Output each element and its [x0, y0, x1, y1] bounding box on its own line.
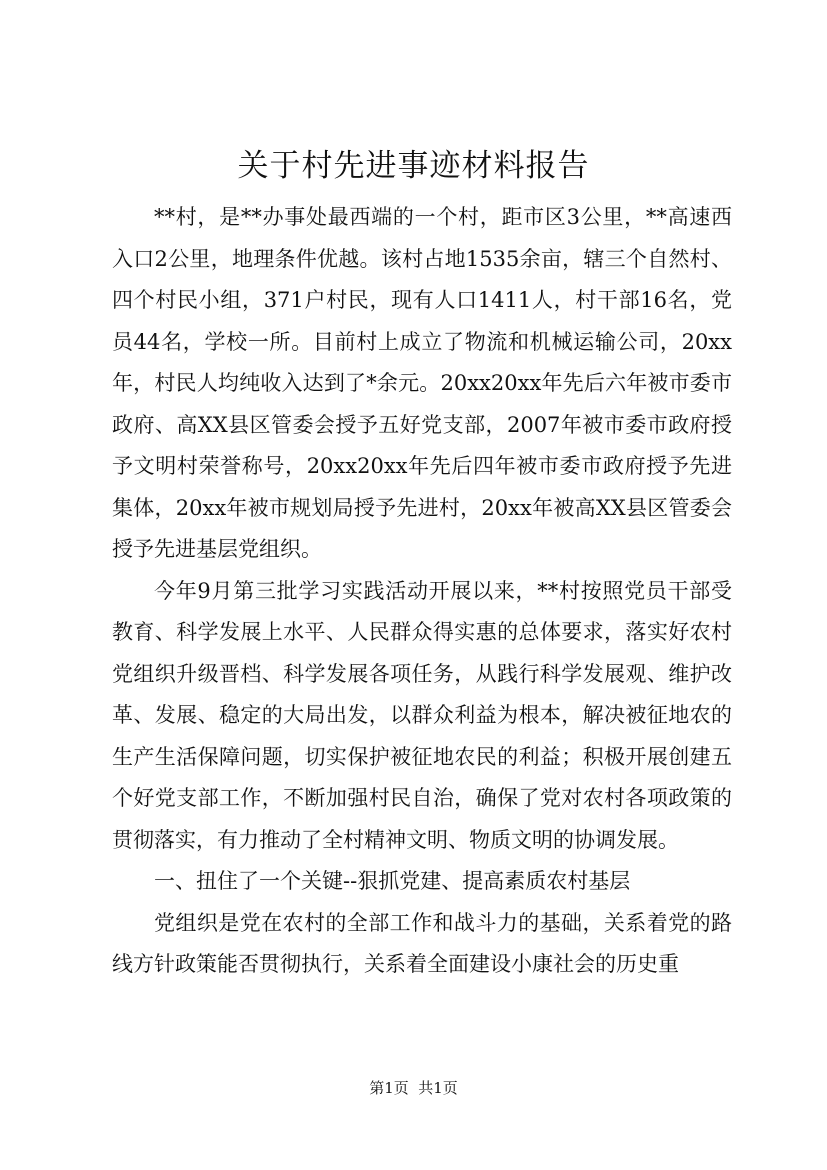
document-title: 关于村先进事迹材料报告: [237, 148, 590, 184]
page-number-label: 第1页 共1页: [369, 1079, 458, 1097]
section-heading-one: 一、扭住了一个关键--狠抓党建、提高素质农村基层: [154, 869, 631, 893]
paragraph-practice-activity: 今年9月第三批学习实践活动开展以来，**村按照党员干部受教育、科学发展上水平、人民群众得实惠的总体要求，落实好农村党组织升级晋档、科学发展各项任务，从践行科学发展观、维护改革、发展、稳定的大局出发，以群众利益为根本，解决被征地农的生产生活保障问题，切实保护被征地农民的利益；积极开展创建五个好党支部工作，不断加强村民自治，确保了党对农村各项政策的贯彻落实，有力推动了全村精神文明、物质文明的协调发展。: [112, 578, 732, 852]
paragraph-village-overview: **村，是**办事处最西端的一个村，距市区3公里，**高速西入口2公里，地理条件优越。该村占地1535余亩，辖三个自然村、四个村民小组，371户村民，现有人口1411人，村干部16名，党员44名，学校一所。目前村上成立了物流和机械运输公司，20xx年，村民人均纯收入达到了*余元。20xx20xx年先后六年被市委市政府、高XX县区管委会授予五好党支部，2007年被市委市政府授予文明村荣誉称号，20xx20xx年先后四年被市委市政府授予先进集体，20xx年被市规划局授予先进村，20xx年被高XX县区管委会授予先进基层党组织。: [112, 205, 732, 561]
paragraph-party-organization: 党组织是党在农村的全部工作和战斗力的基础，关系着党的路线方针政策能否贯彻执行，关系着全面建设小康社会的历史重: [112, 910, 732, 976]
document-body: [112, 197, 732, 986]
page-footer: [0, 1078, 827, 1098]
